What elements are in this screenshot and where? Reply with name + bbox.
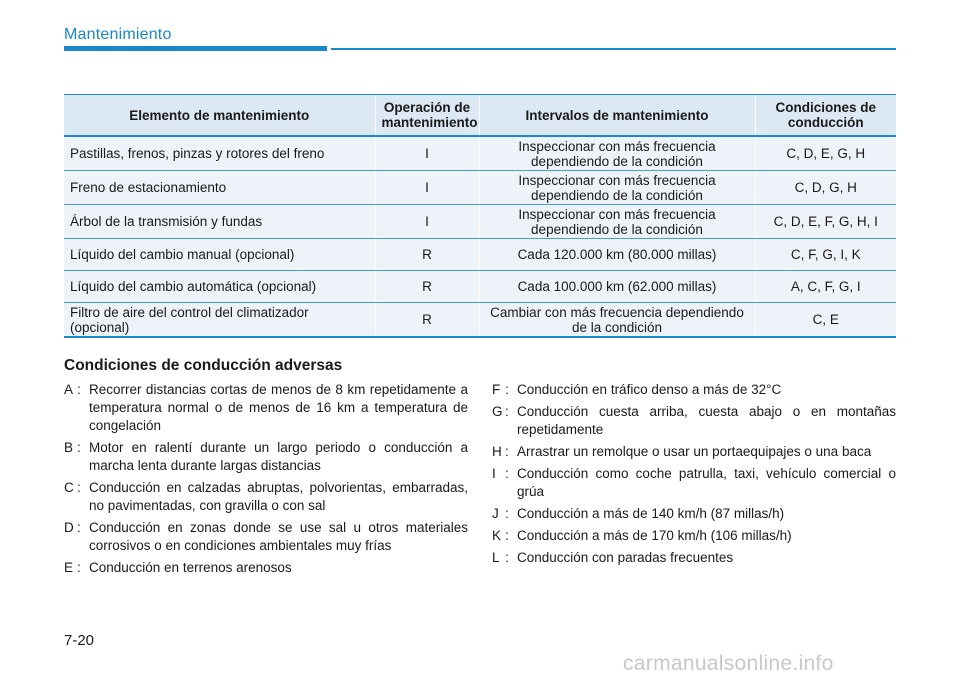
condition-item (64, 479, 468, 515)
condition-item (64, 559, 468, 577)
condition-separator: : (505, 528, 509, 543)
condition-letter: I (492, 466, 496, 481)
condition-text: Conducción en calzadas abruptas, polvorientas, embarradas, no pavimentadas, con gravilla o con sal (89, 480, 468, 513)
condition-text: Conducción cuesta arriba, cuesta abajo o en montañas repetidamente (517, 404, 896, 437)
table-cell-interval: Inspeccionar con más frecuencia dependiendo de la condición (479, 205, 755, 239)
table-cell-conditions: C, E (755, 303, 896, 338)
condition-letter: G (492, 404, 503, 419)
table-cell-conditions: C, F, G, I, K (755, 239, 896, 271)
condition-separator: : (505, 506, 509, 521)
table-cell-conditions: C, D, E, F, G, H, I (755, 205, 896, 239)
condition-separator: : (77, 440, 81, 455)
header-rule-thin (331, 48, 896, 50)
condition-separator: : (505, 404, 509, 419)
table-cell-conditions: C, D, E, G, H (755, 136, 896, 171)
table-cell-item: Filtro de aire del control del climatizador (opcional) (64, 303, 375, 338)
table-row (64, 239, 896, 271)
condition-letter: J (492, 506, 499, 521)
condition-separator: : (77, 382, 81, 397)
condition-letter: E (64, 560, 74, 575)
table-row (64, 205, 896, 239)
table-cell-item: Árbol de la transmisión y fundas (64, 205, 375, 239)
table-row (64, 303, 896, 338)
condition-letter: L (492, 550, 500, 565)
table-cell-operation: R (375, 303, 479, 338)
column-header: Operación de mantenimiento (375, 95, 479, 137)
condition-letter: F (492, 382, 501, 397)
condition-item (492, 505, 896, 523)
condition-text: Conducción como coche patrulla, taxi, vehículo comercial o grúa (517, 466, 896, 499)
table-cell-conditions: C, D, G, H (755, 171, 896, 205)
table-cell-item: Freno de estacionamiento (64, 171, 375, 205)
table-cell-operation: R (375, 271, 479, 303)
condition-item (492, 443, 896, 461)
table-cell-item: Líquido del cambio automática (opcional) (64, 271, 375, 303)
condition-letter: C (64, 480, 74, 495)
condition-separator: : (505, 466, 509, 481)
condition-text: Conducción con paradas frecuentes (517, 550, 734, 565)
table-cell-operation: R (375, 239, 479, 271)
condition-text: Conducción a más de 140 km/h (87 millas/h) (517, 506, 785, 521)
table-cell-interval: Cambiar con más frecuencia dependiendo de la condición (479, 303, 755, 338)
condition-text: Motor en ralentí durante un largo periodo o conducción a marcha lenta durante largas distancias (89, 440, 468, 473)
condition-text: Arrastrar un remolque o usar un portaequipajes o una baca (517, 444, 872, 459)
condition-separator: : (505, 382, 509, 397)
table-cell-interval: Inspeccionar con más frecuencia dependiendo de la condición (479, 136, 755, 171)
condition-separator: : (77, 520, 81, 535)
table-row (64, 136, 896, 171)
maintenance-table (64, 94, 896, 338)
table-cell-operation: I (375, 205, 479, 239)
table-cell-interval: Cada 100.000 km (62.000 millas) (479, 271, 755, 303)
column-header: Condiciones de conducción (755, 95, 896, 137)
adverse-conditions-left-column (64, 381, 468, 581)
condition-item (492, 465, 896, 501)
column-header: Elemento de mantenimiento (64, 95, 375, 137)
watermark: carmanualsonline.info (623, 652, 834, 675)
condition-text: Conducción en tráfico denso a más de 32°C (517, 382, 782, 397)
condition-text: Recorrer distancias cortas de menos de 8 km repetidamente a temperatura normal o de menos de 16 km a temperatura de congelación (89, 382, 468, 433)
condition-separator: : (77, 480, 81, 495)
table-cell-item: Pastillas, frenos, pinzas y rotores del freno (64, 136, 375, 171)
condition-item (492, 403, 896, 439)
condition-text: Conducción en terrenos arenosos (89, 560, 292, 575)
condition-item (492, 527, 896, 545)
condition-text: Conducción a más de 170 km/h (106 millas/h) (517, 528, 792, 543)
table-cell-item: Líquido del cambio manual (opcional) (64, 239, 375, 271)
table-row (64, 271, 896, 303)
adverse-conditions-right-column (492, 381, 896, 571)
table-row (64, 171, 896, 205)
condition-item (492, 549, 896, 567)
condition-text: Conducción en zonas donde se use sal u otros materiales corrosivos o en condiciones ambientales muy frías (89, 520, 468, 553)
column-header: Intervalos de mantenimiento (479, 95, 755, 137)
condition-letter: H (492, 444, 502, 459)
condition-letter: K (492, 528, 502, 543)
table-cell-operation: I (375, 171, 479, 205)
table-cell-operation: I (375, 136, 479, 171)
table-cell-interval: Inspeccionar con más frecuencia dependiendo de la condición (479, 171, 755, 205)
condition-letter: D (64, 520, 74, 535)
condition-item (492, 381, 896, 399)
condition-separator: : (505, 444, 509, 459)
table-cell-conditions: A, C, F, G, I (755, 271, 896, 303)
condition-item (64, 439, 468, 475)
page-number: 7-20 (64, 632, 95, 649)
condition-separator: : (505, 550, 509, 565)
adverse-conditions-title: Condiciones de conducción adversas (64, 357, 343, 374)
condition-letter: B (64, 440, 74, 455)
table-cell-interval: Cada 120.000 km (80.000 millas) (479, 239, 755, 271)
condition-item (64, 519, 468, 555)
section-title: Mantenimiento (64, 26, 172, 43)
condition-item (64, 381, 468, 435)
table-header-row (64, 95, 896, 137)
condition-separator: : (77, 560, 81, 575)
condition-letter: A (64, 382, 74, 397)
header-rule-thick (64, 46, 327, 51)
